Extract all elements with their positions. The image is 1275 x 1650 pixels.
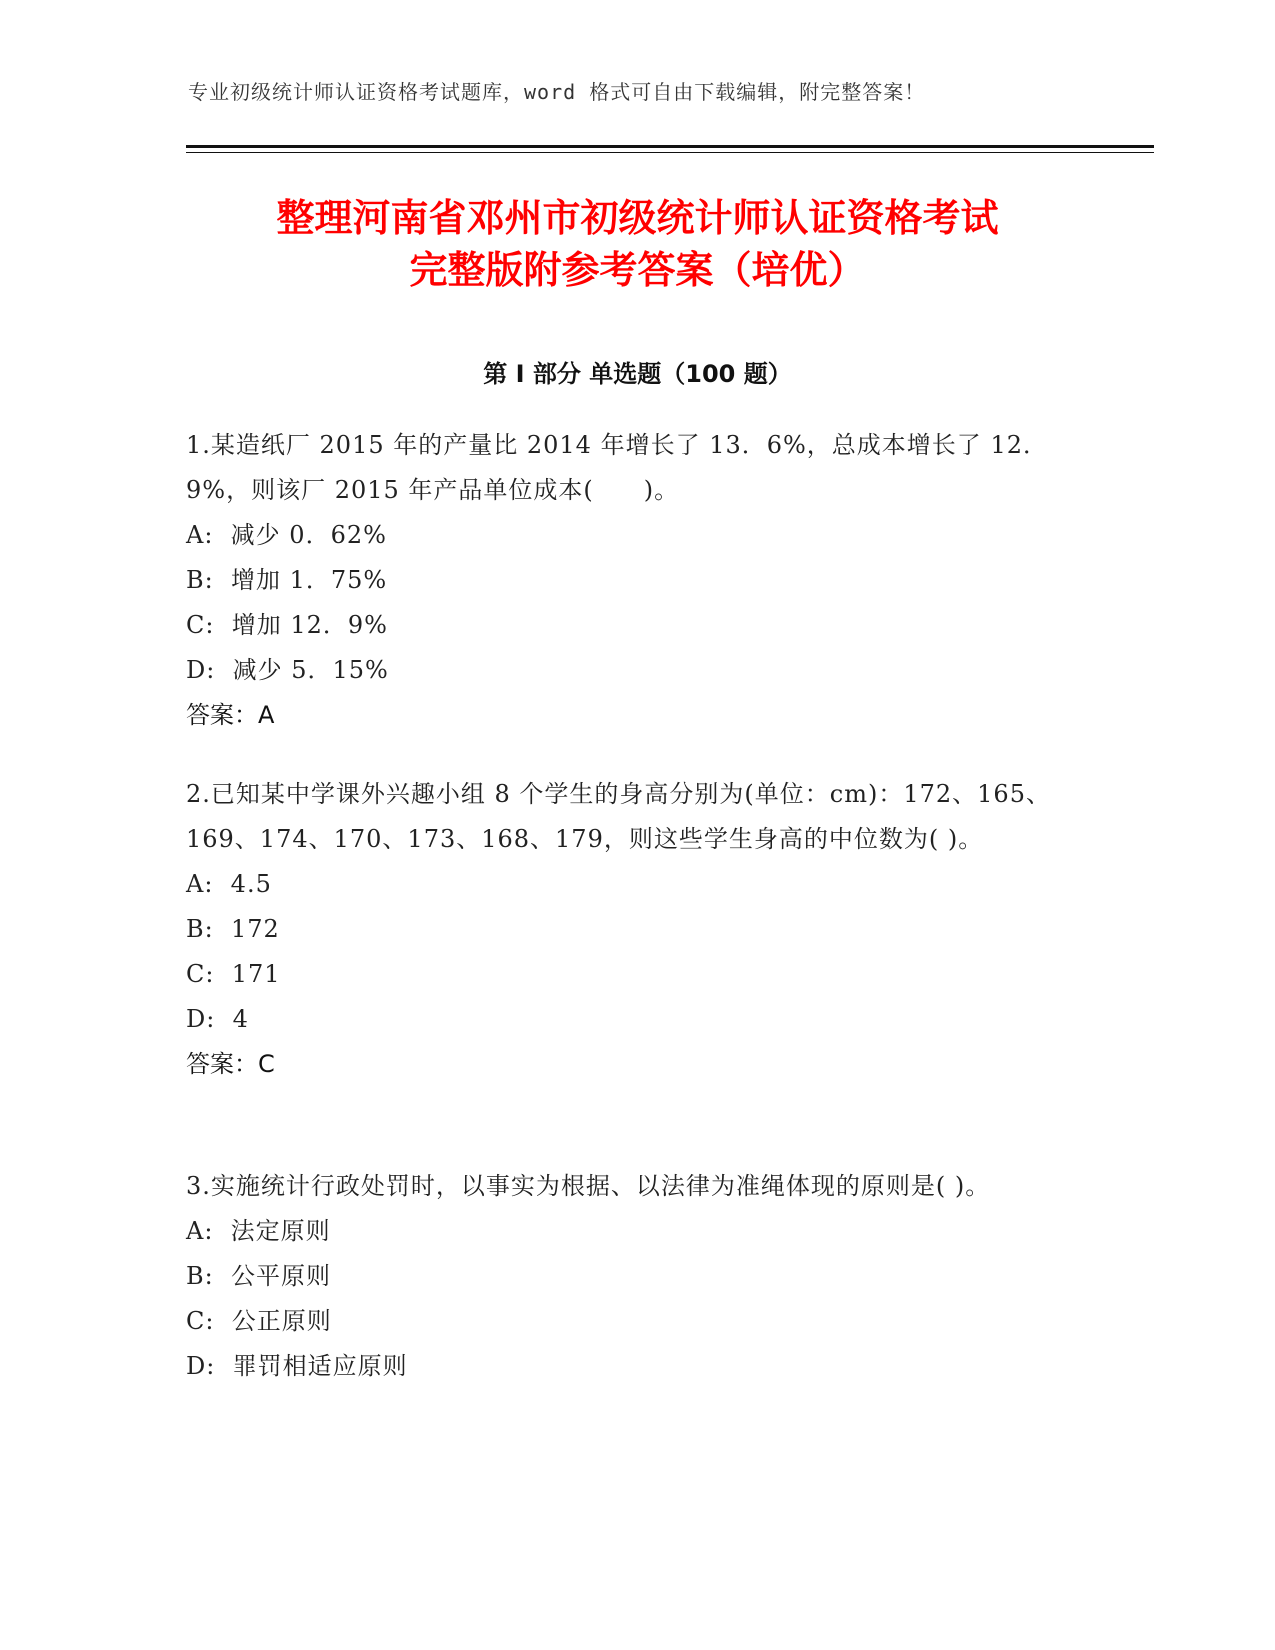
question-3 [186,1164,1081,1389]
question-stem: 3.实施统计行政处罚时，以事实为根据、以法律为准绳体现的原则是( )。 [186,1172,991,1200]
option-a: A: 法定原则 [186,1217,331,1245]
option-b: B: 公平原则 [186,1262,331,1290]
section-title: 第 I 部分 单选题（100 题） [483,360,792,388]
option-a: A: 4.5 [186,870,272,898]
question-stem: 2.已知某中学课外兴趣小组 8 个学生的身高分别为(单位：cm)：172、165、169、174、170、173、168、179，则这些学生身高的中位数为( )。 [186,780,1051,853]
option-c: C: 公正原则 [186,1307,332,1335]
option-d: D: 减少 5．15% [186,656,389,684]
question-stem: 1.某造纸厂 2015 年的产量比 2014 年增长了 13．6%，总成本增长了 12．9%，则该厂 2015 年产品单位成本( )。 [186,431,1048,504]
title-line-1: 整理河南省邓州市初级统计师认证资格考试 [276,196,999,240]
header-divider [186,145,1154,148]
question-2 [186,772,1081,1087]
header-note: 专业初级统计师认证资格考试题库，word 格式可自由下载编辑，附完整答案！ [188,80,926,104]
title-line-2: 完整版附参考答案（培优） [409,248,866,292]
header-divider-thin [186,152,1154,153]
option-a: A: 减少 0．62% [186,521,387,549]
option-d: D: 4 [186,1005,249,1033]
option-b: B: 172 [186,915,280,943]
answer-label: 答案：C [186,1050,275,1078]
answer-label: 答案：A [186,701,275,729]
question-1 [186,423,1081,738]
option-c: C: 增加 12．9% [186,611,388,639]
document-title [150,192,1125,296]
option-c: C: 171 [186,960,281,988]
option-d: D: 罪罚相适应原则 [186,1352,408,1380]
option-b: B: 增加 1．75% [186,566,388,594]
